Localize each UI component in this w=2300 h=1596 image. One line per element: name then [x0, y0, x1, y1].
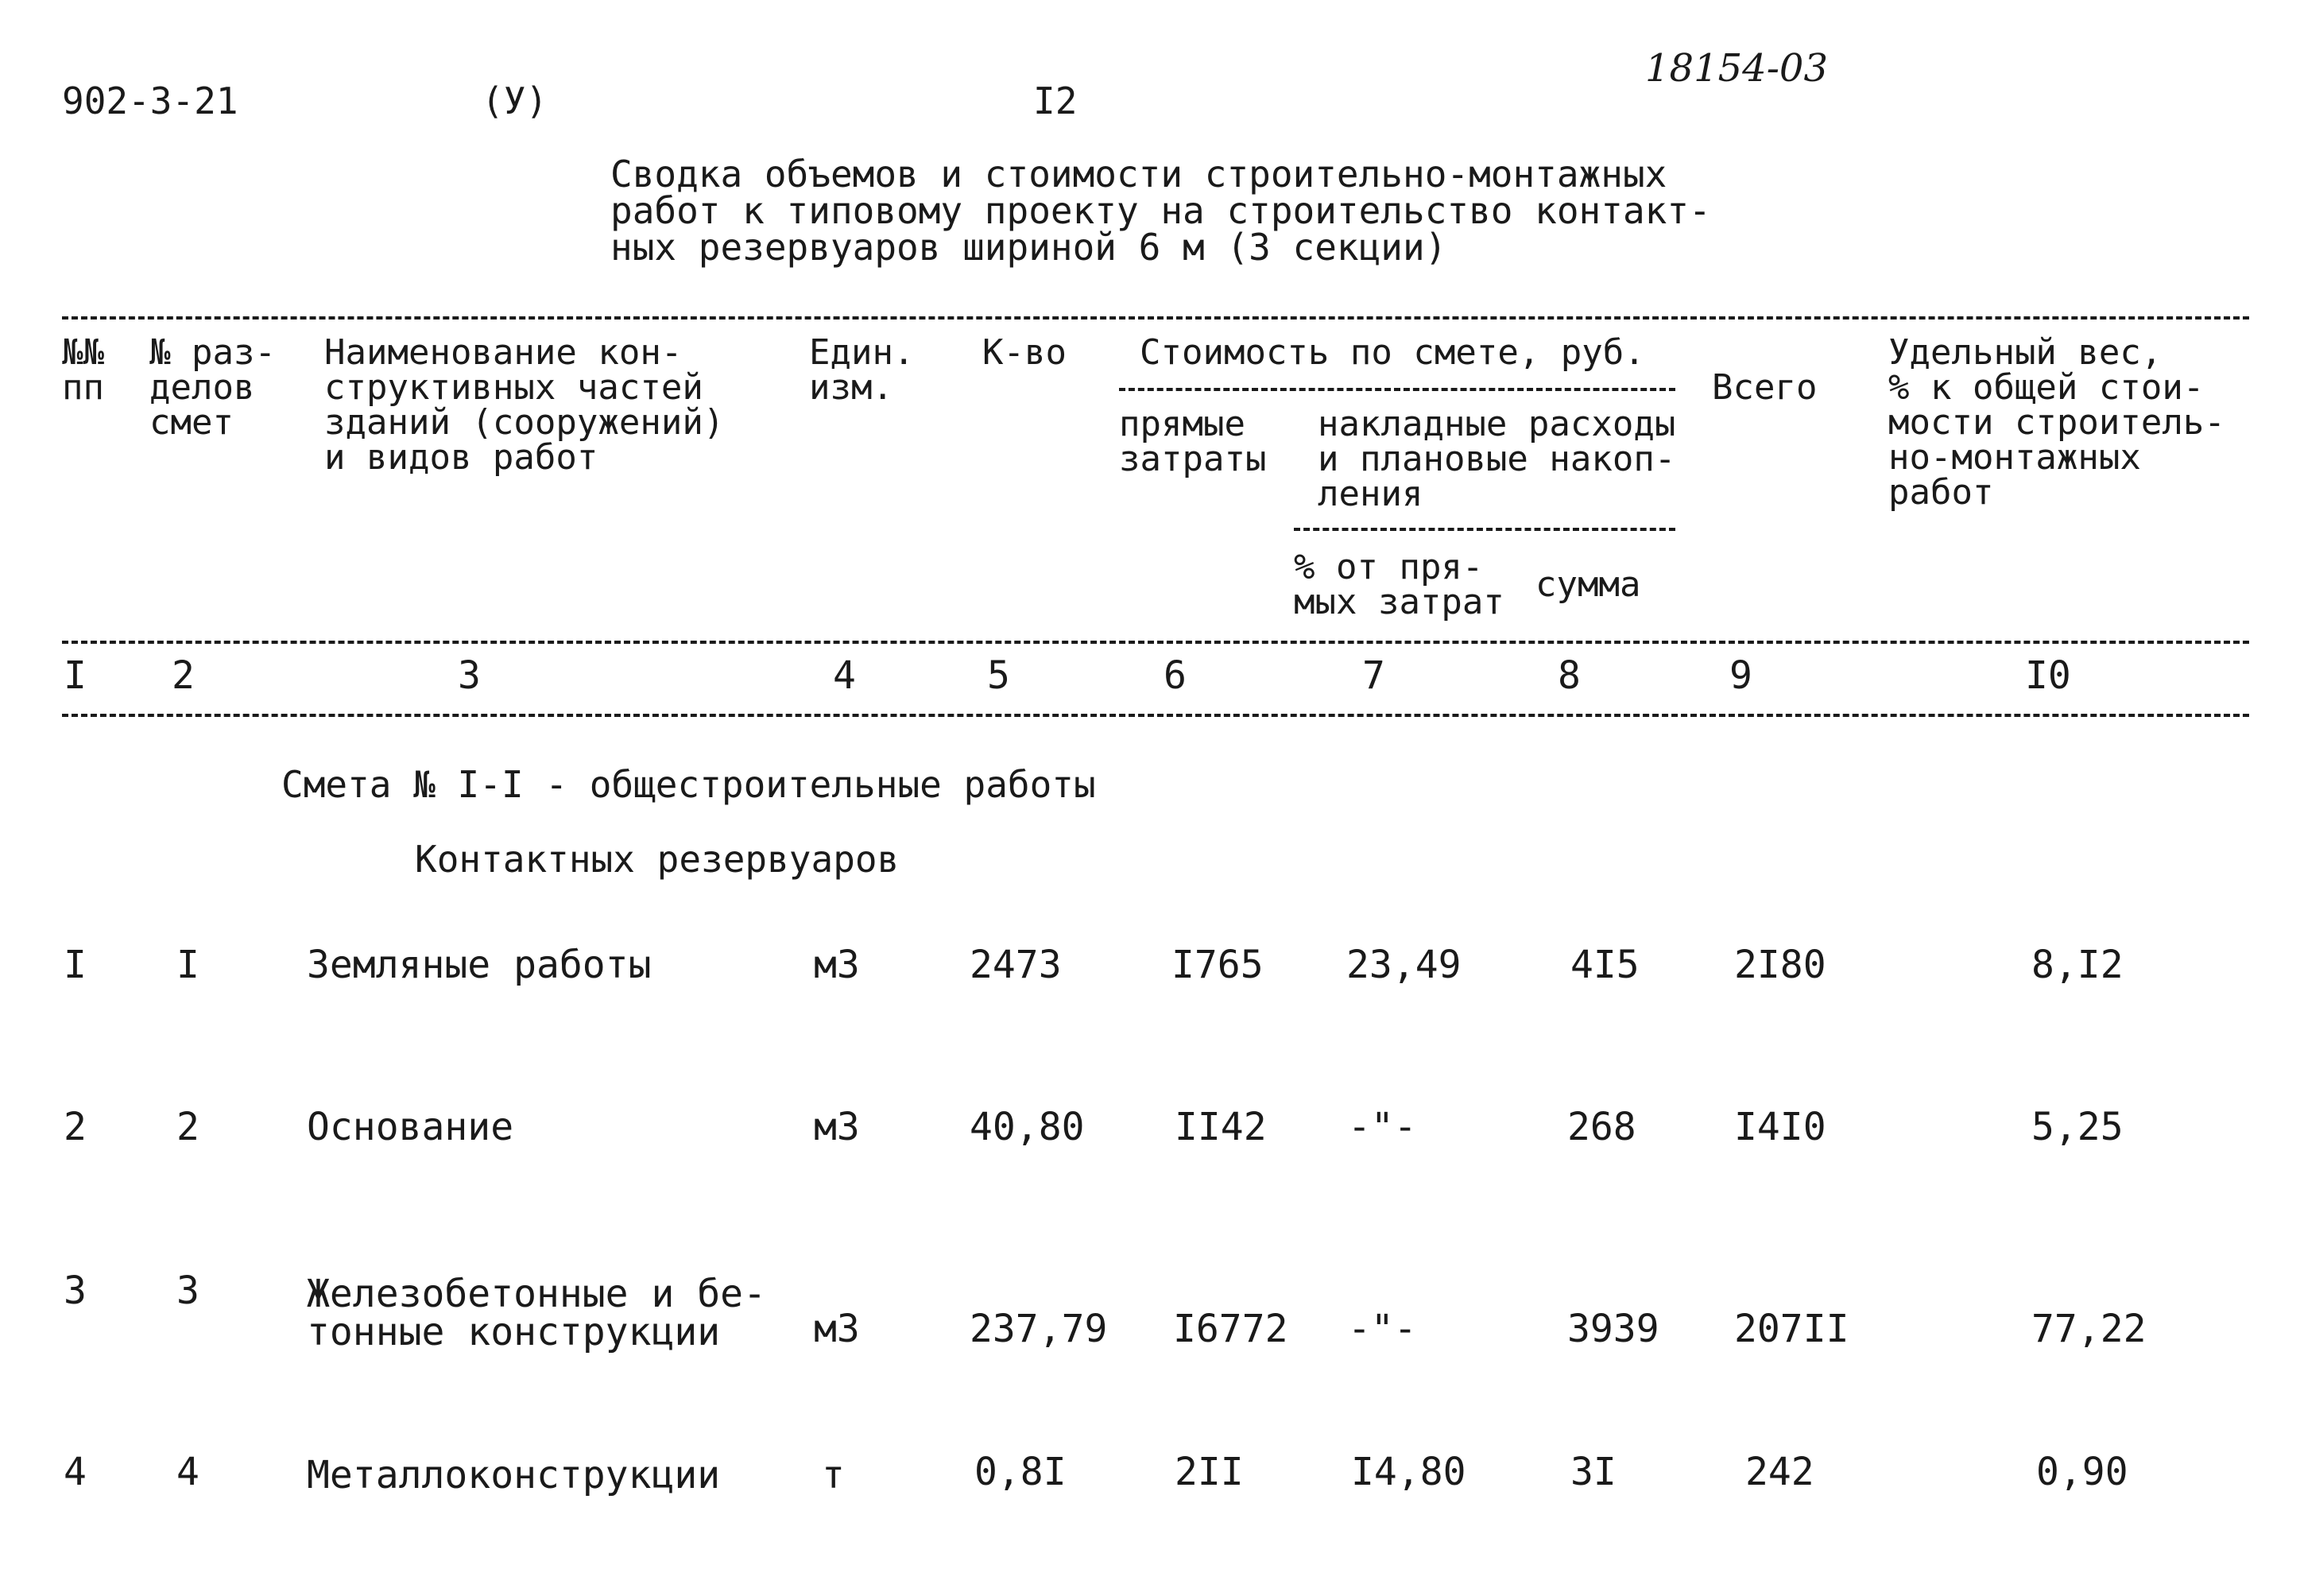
row-total: I4I0 — [1734, 1105, 1826, 1149]
row-share: 77,22 — [2031, 1307, 2147, 1351]
row-unit: т — [822, 1453, 845, 1497]
header-section-line: делов — [149, 367, 255, 408]
column-number: 5 — [987, 653, 1010, 698]
row-number: I — [64, 943, 87, 987]
row-overhead-percent: I4,80 — [1351, 1450, 1466, 1494]
header-share-line: работ — [1888, 472, 1994, 513]
row-name-line: Железобетонные и бе- — [307, 1272, 766, 1316]
header-overhead-line: ления — [1318, 474, 1423, 514]
header-name-line: и видов работ — [324, 437, 598, 478]
page-number: I2 — [1033, 79, 1078, 122]
title-line: ных резервуаров шириной 6 м (3 секции) — [610, 226, 1447, 269]
row-quantity: 2473 — [970, 943, 1062, 987]
column-number: 6 — [1164, 653, 1187, 698]
overhead-rule — [1294, 528, 1675, 531]
header-num-line: пп — [62, 367, 104, 408]
header-total: Всего — [1712, 367, 1818, 408]
row-section: 3 — [176, 1269, 199, 1313]
row-share: 8,I2 — [2031, 943, 2124, 987]
section-title: Смета № I-I - общестроительные работы — [281, 763, 1096, 806]
title-line: Сводка объемов и стоимости строительно-монтажных — [610, 153, 1667, 196]
section-subtitle: Контактных резервуаров — [415, 838, 900, 881]
header-share-line: но-монтажных — [1888, 437, 2141, 478]
column-number: I — [64, 653, 87, 698]
column-number: 8 — [1558, 653, 1581, 698]
header-unit-line: изм. — [809, 367, 893, 408]
document-code: 902-3-21 — [62, 79, 238, 122]
header-cost-group: Стоимость по смете, руб. — [1140, 332, 1645, 373]
row-section: 2 — [176, 1105, 199, 1149]
row-unit: м3 — [814, 1105, 860, 1149]
header-percent-line: % от пря- — [1294, 547, 1484, 587]
document-mark: (У) — [482, 79, 548, 122]
cost-group-rule — [1119, 388, 1675, 391]
row-total: 2I80 — [1734, 943, 1826, 987]
row-direct-cost: I765 — [1171, 943, 1264, 987]
column-number: 7 — [1362, 653, 1385, 698]
row-overhead-sum: 268 — [1567, 1105, 1636, 1149]
header-share-line: Удельный вес, — [1888, 332, 2163, 373]
row-unit: м3 — [814, 943, 860, 987]
row-overhead-percent: -"- — [1348, 1105, 1417, 1149]
column-numbers-top-rule — [62, 641, 2249, 644]
header-unit-line: Един. — [809, 332, 915, 373]
title-line: работ к типовому проекту на строительство контакт- — [610, 189, 1711, 232]
header-share-line: мости строитель- — [1888, 402, 2225, 443]
row-overhead-percent: 23,49 — [1346, 943, 1462, 987]
row-direct-cost: I6772 — [1173, 1307, 1288, 1351]
header-section-line: смет — [149, 402, 234, 443]
header-overhead-line: накладные расходы — [1318, 404, 1676, 444]
row-direct-cost: 2II — [1175, 1450, 1244, 1494]
row-number: 3 — [64, 1269, 87, 1313]
row-total: 207II — [1734, 1307, 1849, 1351]
column-numbers-bottom-rule — [62, 714, 2249, 717]
header-name-line: зданий (сооружений) — [324, 402, 725, 443]
row-name: Земляные работы — [307, 943, 652, 987]
header-name-line: Наименование кон- — [324, 332, 683, 373]
row-name: Основание — [307, 1105, 514, 1149]
row-section: I — [176, 943, 199, 987]
row-name: Металлоконструкции — [307, 1453, 721, 1497]
row-unit: м3 — [814, 1307, 860, 1351]
row-share: 0,90 — [2036, 1450, 2128, 1494]
row-name-line: тонные конструкции — [307, 1310, 721, 1354]
row-total: 242 — [1745, 1450, 1814, 1494]
row-overhead-sum: 4I5 — [1570, 943, 1640, 987]
row-quantity: 237,79 — [970, 1307, 1108, 1351]
column-number: 3 — [458, 653, 481, 698]
row-overhead-percent: -"- — [1348, 1307, 1417, 1351]
header-direct-line: прямые — [1119, 404, 1245, 444]
header-share-line: % к общей стои- — [1888, 367, 2205, 408]
column-number: 9 — [1729, 653, 1752, 698]
column-number: I0 — [2025, 653, 2071, 698]
row-overhead-sum: 3I — [1570, 1450, 1617, 1494]
column-number: 4 — [833, 653, 856, 698]
row-quantity: 0,8I — [974, 1450, 1067, 1494]
row-number: 4 — [64, 1450, 87, 1494]
row-quantity: 40,80 — [970, 1105, 1085, 1149]
column-number: 2 — [172, 653, 195, 698]
header-num-line: №№ — [62, 332, 104, 373]
table-top-rule — [62, 316, 2249, 320]
header-section-line: № раз- — [149, 332, 276, 373]
header-name-line: структивных частей — [324, 367, 703, 408]
row-section: 4 — [176, 1450, 199, 1494]
header-sum: сумма — [1535, 564, 1641, 605]
row-share: 5,25 — [2031, 1105, 2124, 1149]
handwritten-number: 18154-03 — [1645, 46, 1828, 91]
header-direct-line: затраты — [1119, 439, 1267, 479]
row-overhead-sum: 3939 — [1567, 1307, 1659, 1351]
header-overhead-line: и плановые накоп- — [1318, 439, 1676, 479]
row-number: 2 — [64, 1105, 87, 1149]
header-quantity: К-во — [982, 332, 1067, 373]
header-percent-line: мых затрат — [1294, 582, 1504, 622]
row-direct-cost: II42 — [1175, 1105, 1267, 1149]
